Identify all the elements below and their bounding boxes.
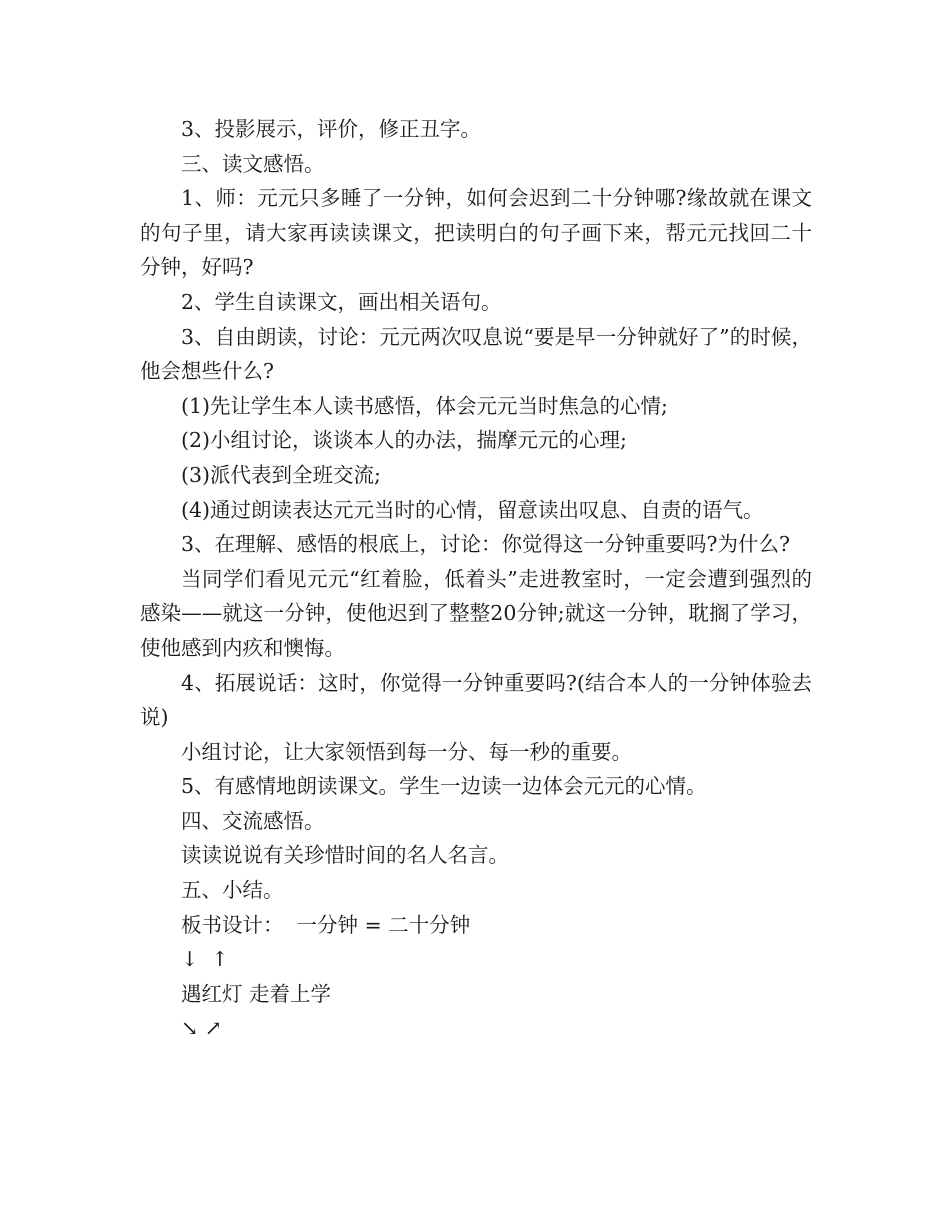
board-design-title: 板书设计： 一分钟 = 二十分钟 <box>181 912 471 937</box>
section-heading-3: 三、读文感悟。 <box>181 151 325 176</box>
paragraph-3: 1、师：元元只多睡了一分钟，如何会迟到二十分钟哪?缘故就在课文的句子里，请大家再读读课文，把读明白的句子画下来，帮元元找回二十分钟，好吗? <box>140 186 812 280</box>
paragraph-10: 3、在理解、感悟的根底上，讨论：你觉得这一分钟重要吗?为什么? <box>181 532 791 557</box>
paragraph-13: 小组讨论，让大家领悟到每一分、每一秒的重要。 <box>181 739 632 764</box>
paragraph-5: 3、自由朗读，讨论：元元两次叹息说“要是早一分钟就好了”的时候，他会想些什么? <box>140 324 812 384</box>
board-arrows-1: ↓ ↑ <box>181 947 229 972</box>
paragraph-4: 2、学生自读课文，画出相关语句。 <box>181 289 502 314</box>
document-page <box>140 112 812 1046</box>
list-item-2: (2)小组讨论，谈谈本人的办法，揣摩元元的心理; <box>181 428 627 453</box>
list-item-4: (4)通过朗读表达元元当时的心情，留意读出叹息、自责的语气。 <box>181 497 764 522</box>
list-item-3: (3)派代表到全班交流; <box>181 462 381 487</box>
section-heading-4: 四、交流感悟。 <box>181 808 325 833</box>
board-arrows-2: ↘ ↗ <box>181 1016 222 1041</box>
paragraph-14: 5、有感情地朗读课文。学生一边读一边体会元元的心情。 <box>181 774 707 799</box>
section-heading-5: 五、小结。 <box>181 878 284 903</box>
paragraph-1: 3、投影展示，评价，修正丑字。 <box>181 117 482 141</box>
list-item-1: (1)先让学生本人读书感悟，体会元元当时焦急的心情; <box>181 393 668 418</box>
board-line: 遇红灯 走着上学 <box>181 981 332 1006</box>
paragraph-16: 读读说说有关珍惜时间的名人名言。 <box>181 843 509 868</box>
paragraph-11: 当同学们看见元元“红着脸，低着头”走进教室时，一定会遭到强烈的感染——就这一分钟，使他迟到了整整20分钟;就这一分钟，耽搁了学习，使他感到内疚和懊悔。 <box>140 566 812 660</box>
paragraph-12: 4、拓展说话：这时，你觉得一分钟重要吗?(结合本人的一分钟体验去说) <box>140 670 812 730</box>
